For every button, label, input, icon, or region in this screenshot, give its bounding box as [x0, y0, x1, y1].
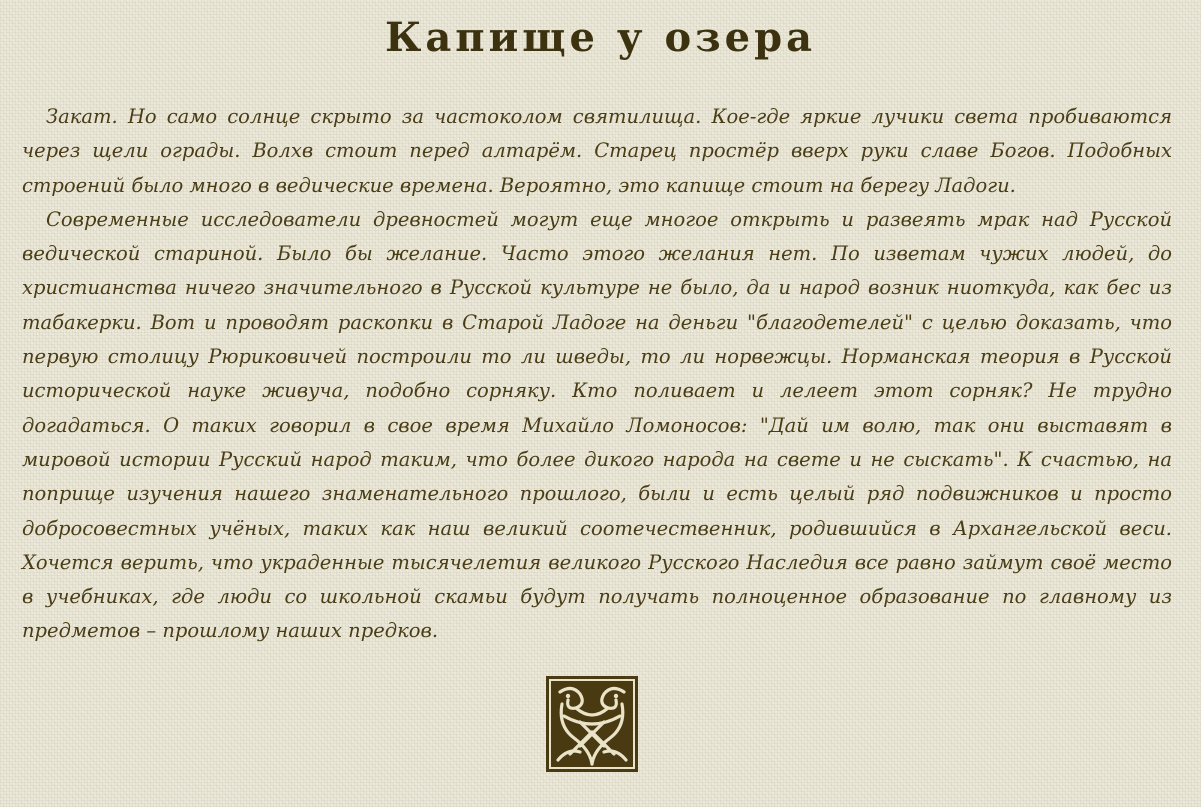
paragraph-history: Современные исследователи древностей могут еще многое открыть и развеять мрак над Русской ведической стариной. Было бы желание. Часто этого желания нет. По изветам чужих людей, до христианства ничего значительного в Русской культуре не было, да и народ возник ниоткуда, как бес из табакерки. Вот и проводят раскопки в Старой Ладоге на деньги "благодетелей" с целью доказать, что первую столицу Рюриковичей построили то ли шведы, то ли норвежцы. Норманская теория в Русской исторической науке живуча, подобно сорняку. Кто поливает и лелеет этот сорняк? Не трудно догадаться. О таких говорил в свое время Михайло Ломоносов: "Дай им волю, так они выставят в мировой истории Русский народ таким, что более дикого народа на свете и не сыскать". К счастью, на поприще изучения нашего знаменательного прошлого, были и есть целый ряд подвижников и просто добросовестных учёных, таких как наш великий соотечественник, родившийся в Архангельской веси. Хочется верить, что украденные тысячелетия великого Русского Наследия все равно займут своё место в учебниках, где люди со школьной скамьи будут получать полноценное образование по главному из предметов – прошлому наших предков.: [22, 207, 1172, 643]
celtic-knot-ornament-icon: [546, 676, 638, 772]
paragraph-intro: Закат. Но само солнце скрыто за частоколом святилища. Кое-где яркие лучики света пробиваются через щели ограды. Волхв стоит перед алтарём. Старец простёр вверх руки славе Богов. Подобных строений было много в ведические времена. Вероятно, это капище стоит на берегу Ладоги.: [22, 105, 1172, 197]
article-body: [22, 100, 1172, 649]
page-title: Капище у озера: [385, 14, 816, 61]
